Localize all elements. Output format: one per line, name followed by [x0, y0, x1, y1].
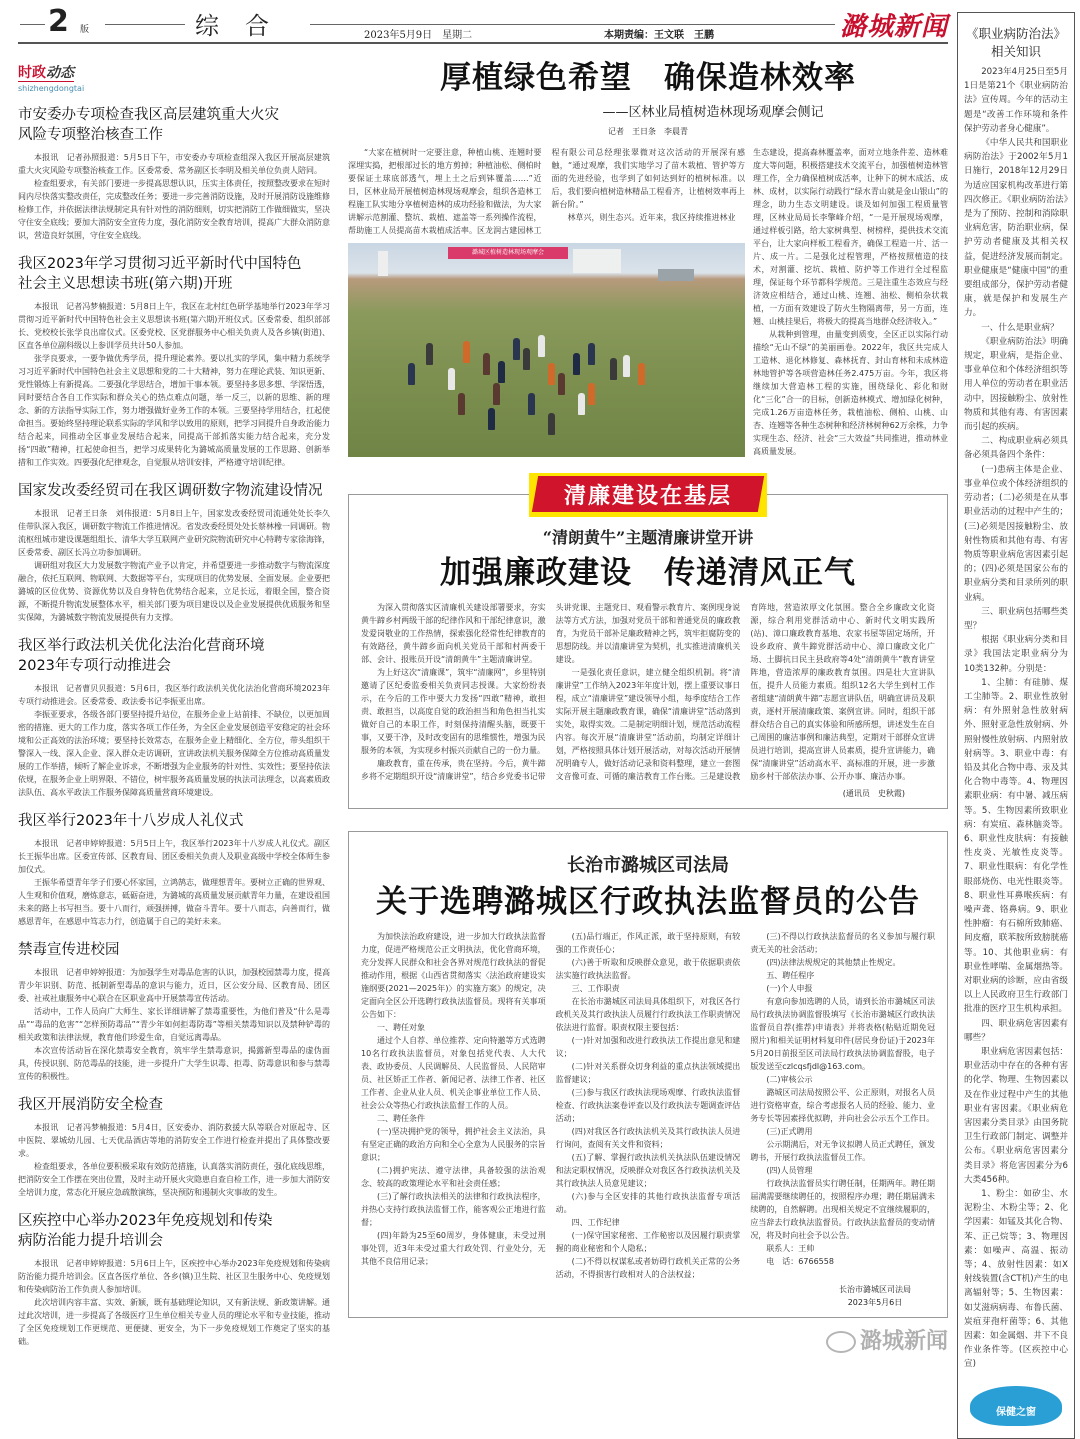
article-title: 市安委办专项检查我区高层建筑重大火灾风险专项整治核查工作	[18, 107, 279, 143]
page-number: 2	[48, 4, 69, 39]
person-figure	[493, 383, 500, 405]
paragraph: 二、聘任条件	[377, 1114, 425, 1123]
person-figure	[448, 368, 455, 390]
clean-byline: (通讯员 史秋霞)	[842, 789, 905, 798]
article-body	[18, 682, 330, 799]
news-article	[18, 1211, 330, 1348]
paragraph: 联系人：王帅	[766, 1244, 815, 1253]
person-figure	[610, 358, 617, 380]
person-figure	[588, 343, 595, 365]
wechat-watermark	[348, 1324, 948, 1355]
section-name: 综合	[195, 12, 295, 40]
column-tag-b: 动态	[46, 65, 74, 81]
person-figure	[623, 355, 630, 377]
notice-kicker: 长治市潞城区司法局	[567, 855, 729, 876]
paragraph: 1、粉尘：如矽尘、水泥粉尘、木粉尘等；2、化学因素：如锰及其化合物、苯、正己烷等；3、物理因素：如噪声、高温、振动等；4、放射性因素：如X射线装置(含CT机)产生的电离辐射等；5、生物因素：如艾滋病病毒、布鲁氏菌、炭疽芽孢杆菌等；6、其他因素：如金属烟、井下不良作业条件等。(区疾控中心 宣)	[964, 1189, 1077, 1370]
paragraph: (三)正式聘用	[766, 1127, 813, 1136]
paragraph: 从栽种到管理，由量变到质变，全区正以实际行动描绘“无山不绿”的美丽画卷。2022年，我区共完成人工造林、退化林修复、森林抚育、封山育林和未成林造林地管护等各项营造林任务2.475万亩。今年，我区将继续加大营造林工程的实施，围绕绿化、彩化和财化“三化”合一的目标，创新造林模式、增加绿化树种，完成1.26万亩造林任务，栽植油松、侧柏、山桃、山杏、连翘等各种生态树种和经济林树种62万余株，力争实现生态、经济、社会“三大效益”共同推进，推动林业高质量发展。	[753, 330, 948, 456]
divider	[310, 24, 835, 25]
person-figure	[548, 363, 555, 385]
page-suffix: 版	[80, 25, 90, 35]
clean-gov-box	[348, 483, 948, 809]
person-figure	[558, 373, 565, 395]
paragraph: 《职业病防治法》明确规定，职业病，是指企业、事业单位和个体经济组织等用人单位的劳动者在职业活动中，因接触粉尘、放射性物质和其他有毒、有害因素而引起的疾病。	[964, 336, 1068, 433]
paragraph: 三、职业病包括哪些类型？	[964, 606, 1068, 631]
paragraph: 四、职业病危害因素有哪些？	[964, 1018, 1068, 1043]
paragraph: 此次培训内容丰富、实效、新颖，既有基础理论知识，又有新法规、新政策讲解。通过此次培训，进一步提高了各级医疗卫生单位相关专业人员的理论水平和专业技能，推动了全区免疫规划工作更规范、更便捷、更安全，为下一步免疫规划工作奠定了坚实的基础。	[18, 1298, 330, 1346]
paragraph: 五、聘任程序	[766, 971, 815, 980]
article-body	[964, 65, 1077, 1372]
paragraph: “大家在植树时一定要注意，种植山桃、连翘时要深埋实捣，把根部过长的地方剪掉；种植油松、侧柏时要保证土球底部透气，埋上土之后到钵覆盖……”近日，区林业局开展植树造林现场观摩会，组织各造林工程施工队实地分享植树造林的成功经验和做法，为大家讲解示范割灌、整坑、栽植、遮盖等一系列操作流程，帮助施工人员提高苗木栽植成活率。区龙润古建园林工程有限公司总经理张翠微对这次活动的开展深有感触，“通过观摩，我们实地学习了苗木栽植、管护等方面的先进经验，也学到了如何达到好的植树标准。以后，我们要向植树造林精品工程看齐，让植树效率再上新台阶。”	[348, 148, 745, 235]
paragraph: 1、尘肺：有硅肺、煤工尘肺等。2、职业性放射病：有外照射急性放射病外、照射亚急性放射病、外照射慢性放射病、内照射放射病等。3、职业中毒：有铅及其化合物中毒、汞及其化合物中毒等。4、物理因素职业病：有中暑、减压病等。5、生物因素所致职业病：有炭疽、森林脑炎等。6、职业性皮肤病：有接触性皮炎、光敏性皮炎等。7、职业性眼病：有化学性眼部烧伤、电光性眼炎等。8、职业性耳鼻喉疾病：有噪声聋、铬鼻病。9、职业性肿瘤：有石棉所致肺癌、间皮瘤，联苯胺所致膀胱癌等。10、其他职业病：有职业性哮喘、金属烟热等。对职业病的诊断，应由省级以上人民政府卫生行政部门批准的医疗卫生机构承担。	[964, 677, 1068, 1015]
notice-body	[361, 930, 935, 1281]
paragraph: 检查组要求，各单位要积极采取有效防范措施，认真落实消防责任，强化底线思维，把消防安全工作摆在突出位置，及时主动开展火灾隐患自查自检工作，进一步加大消防安全培训力度，常态化开展应急疏散演练，坚决预防和遏制火灾事故的发生。	[18, 1162, 330, 1197]
paragraph: 三、工作职责	[571, 984, 620, 993]
article-body	[18, 837, 330, 928]
news-article	[18, 105, 330, 242]
photo-banner: 潞城区植树造林现场观摩会	[448, 247, 568, 259]
paragraph: (四)年龄为25至60周岁，身体健康，未受过刑事处罚，近3年未受过重大行政处罚、行业处分，无其他不良信用记录；	[361, 1231, 546, 1266]
sidebar-knowledge	[957, 12, 1075, 1439]
feature-title: 厚植绿色希望 确保造林效率	[440, 60, 856, 96]
person-figure	[513, 338, 520, 360]
paragraph: (六)参与全区安排的其他行政执法监督专项活动。	[555, 1192, 741, 1214]
paragraph: 本报讯 记者申婷婷报道：5月6日上午，区疾控中心举办2023年免疫规划和传染病防治能力提升培训会。区直各医疗单位、各乡(镇)卫生院、社区卫生服务中心、免疫规划和传染病防治工作负责人参加培训。	[18, 1259, 330, 1294]
person-figure	[463, 341, 470, 363]
paragraph: 二、构成职业病必须具备必须具备四个条件：	[964, 436, 1068, 461]
clean-body	[361, 601, 935, 783]
news-article	[18, 811, 330, 928]
notice-signature	[815, 1283, 935, 1309]
notice-title: 关于选聘潞城区行政执法监督员的公告	[376, 884, 920, 920]
person-figure	[483, 353, 490, 375]
column-tag-a: 时政	[18, 65, 46, 81]
person-figure	[573, 353, 580, 375]
article-title: 我区举行2023年十八岁成人礼仪式	[18, 813, 244, 829]
paragraph: 电 话：6766558	[766, 1257, 834, 1266]
news-article	[18, 481, 330, 624]
paragraph: (四)人员管理	[766, 1166, 813, 1175]
article-title: 我区开展消防安全检查	[18, 1097, 163, 1113]
feature-body-top	[348, 146, 745, 237]
article-body	[18, 1257, 330, 1348]
paragraph: 张学良要求，一要争做优秀学员，提升理论素养。要以扎实的学风，集中精力系统学习习近平新时代中国特色社会主义思想和党的二十大精神，努力在理论武装、知识更新、党性锻炼上有新提高。二要强化学思结合，增加干事本领。要坚持多思多想、学深悟透，同时要结合各自工作实际和群众关心的热点难点问题，举一反三，以新的思维、新的理念、新的方法指导实际工作，努力增强做好业务工作的本领。三要坚持学用结合，扛起使命担当。要始终坚持理论联系实际的学风和学以致用的原则，把学习同提升自身政治能力结合起来，同推动全区事业发展结合起来，同提高干部抓落实能力结合起来，充分发扬“四敢”精神，扛起使命担当，把学习成果转化为潞城高质量发展的工作思路、创新举措和工作实效。四要强化纪律观念，自觉服从培训安排，严格遵守培训纪律。	[18, 354, 330, 467]
paragraph: (三)参与我区行政执法现场观摩、行政执法监督检查、行政执法案卷评查以及行政执法专题调查评估活动；	[555, 1088, 741, 1123]
paragraph: (一)患病主体是企业、事业单位或个体经济组织的劳动者；(二)必须是在从事职业活动的过程中产生的；(三)必须是因接触粉尘、放射性物质和其他有毒、有害物质等职业病危害因素引起的；(四)必须是国家公布的职业病分类和目录所列的职业病。	[964, 464, 1068, 603]
paragraph: 2023年4月25日至5月1日是第21个《职业病防治法》宣传周。今年的活动主题是“改善工作环境和条件 保护劳动者身心健康”。	[964, 67, 1068, 134]
paragraph: (一)坚决拥护党的领导，拥护社会主义法治，具有坚定正确的政治方向和全心全意为人民服务的宗旨意识；	[361, 1127, 546, 1162]
sidebar-logo: 保健之窗	[970, 1386, 1062, 1426]
news-article	[18, 1095, 330, 1199]
paragraph: 为加快法治政府建设，进一步加大行政执法监督力度，促进严格规范公正文明执法，优化营商环境，充分发挥人民群众和社会各界对规范行政执法的督促推动作用，根据《山西省贯彻落实〈法治政府建设实施纲要(2021—2025年)〉的实施方案》的规定，决定面向全区公开选聘行政执法监督员。现将有关事项公告如下：	[361, 932, 546, 1019]
paragraph: 一、什么是职业病？	[981, 322, 1059, 333]
person-figure	[548, 413, 555, 435]
article-title: 禁毒宣传进校园	[18, 942, 120, 958]
paragraph: 为深入贯彻落实区清廉机关建设部署要求，夯实黄牛蹄乡村两级干部的纪律作风和干部纪律意识，激发爱岗敬业的工作热情，探索强化经常性纪律教育的有效路径，黄牛蹄乡面向机关党员干部和村两委干部、会计、报账员开设“清朗黄牛”主题清廉讲堂。	[361, 603, 546, 664]
person-figure	[458, 393, 465, 415]
divider	[20, 24, 45, 25]
person-figure	[588, 383, 595, 405]
paragraph: 本报讯 记者申婷婷报道：5月5日上午，我区举行2023年十八岁成人礼仪式。副区长王振华出席。区委宣传部、区教育局、团区委相关负责人及职业高级中学校全体师生参加仪式。	[18, 839, 330, 874]
left-column	[18, 62, 330, 1348]
news-article	[18, 940, 330, 1083]
paragraph: (二)审核公示	[766, 1075, 813, 1084]
person-figure	[638, 363, 645, 385]
paragraph: (二)不得以权谋私或者妨碍行政机关正常的公务活动，不得损害行政相对人的合法权益；	[555, 1257, 741, 1279]
person-figure	[488, 408, 495, 430]
editor-credit: 本期责编：王文联 王鹏	[600, 26, 718, 41]
feature-body-right	[753, 146, 948, 458]
paragraph: 为上好这次“清廉课”，筑牢“清廉网”，乡里特别邀请了区纪委监委相关负责同志授课。大家纷纷表示，在今后的工作中要大力发扬“四敢”精神，敢担责、敢担当，以高度自觉的政治担当和角色担当扎实做好自己的本职工作，时刻保持清醒头脑，既要干事，又要干净，及时改变固有的思维惯性，增强为民服务的本领，为实现乡村振兴贡献自己的一份力量。	[361, 668, 546, 755]
article-body	[18, 1121, 330, 1199]
wechat-icon	[826, 1331, 856, 1353]
header-rule	[18, 42, 948, 44]
paragraph: (五)了解、掌握行政执法机关执法队伍建设情况和法定职权情况，反映群众对我区各行政执法机关及其行政执法人员意见建议；	[555, 1153, 741, 1188]
paragraph: 本报讯 记者王日条 刘伟报道：5月8日上午，国家发改委经贸司流通处处长李久佳带队深入我区，调研数字物流工作推进情况。省发改委经贸处处长蔡林橡一同调研。物流枢纽城市建设课题组组长、清华大学互联网产业研究院物流研究中心特聘专家徐海锋，区委常委、副区长冯立功参加调研。	[18, 509, 330, 557]
person-figure	[408, 363, 415, 385]
paragraph: (三)不得以行政执法监督员的名义参加与履行职责无关的社会活动；	[750, 932, 935, 954]
article-body	[18, 966, 330, 1083]
notice-box	[348, 831, 948, 1318]
feature-subtitle: ——区林业局植树造林现场观摩会侧记	[602, 105, 824, 120]
feature-body	[348, 146, 948, 458]
person-figure	[498, 361, 505, 383]
paragraph: 李振亚要求，各级各部门要坚持提升站位，在服务企业上站前排、不缺位，以更加周密的措施、更大的工作力度，落实各项工作任务，为全区企业发展创造平安稳定的社会环境和公正高效的法治环境；要坚持长效常态，在服务企业上精细化、全方位，带头组织干警深入一线、深入企业、深入群众走访调研，宣讲政法机关服务保障全方位推动高质量发展的工作举措，倾听了解企业诉求，不断增强为企业服务的针对性、实效性；要坚持依法依规，在服务企业上明界限、不错位，树牢服务高质量发展的执法司法理念，以高素质政法队伍、高水平政法工作服务保障高质量营商环境建设。	[18, 710, 330, 797]
paragraph: 四、工作纪律	[571, 1218, 620, 1227]
sidebar-title: 《职业病防治法》	[965, 26, 1066, 41]
paragraph: 《中华人民共和国职业病防治法》于2002年5月1日施行，2018年12月29日为适应国家机构改革进行第四次修正。《职业病防治法》是为了预防、控制和消除职业病危害，防治职业病，保护劳动者健康及其相关权益，促进经济发展而制定。职业健康是“健康中国”的重要组成部分，保护劳动者健康，就是保护和发展生产力。	[964, 138, 1068, 319]
signature-org: 长治市潞城区司法局	[839, 1285, 911, 1294]
issue-date: 2023年5月9日 星期二	[360, 26, 476, 41]
person-figure	[538, 335, 545, 357]
paragraph: 职业病危害因素包括：职业活动中存在的各种有害的化学、物理、生物因素以及在作业过程中产生的其他职业有害因素。《职业病危害因素分类目录》由国务院卫生行政部门制定、调整并公布。《职业病危害因素分类目录》将危害因素分为6大类456种。	[964, 1047, 1068, 1185]
paragraph: (一)保守国家秘密、工作秘密以及因履行职责掌握的商业秘密和个人隐私；	[555, 1231, 741, 1253]
paragraph: 本报讯 记者申婷婷报道：为加强学生对毒品危害的认识，加强校园禁毒力度，提高青少年识别、防范、抵制新型毒品的意识与能力，近日，区公安分局、区教育局、团区委、社戒社康服务中心联合在区职业高中开展禁毒宣传活动。	[18, 968, 330, 1003]
paragraph: 调研组对我区大力发展数字物流产业予以肯定，并希望要进一步推动数字与物流深度融合，依托互联网、物联网、大数据等平台，实现项目的优势发展、全面发展。企业要把潞城的区位优势、资源优势以及自身特色优势结合起来，立足长远，着眼全国，整合资源，不断提升物流发展整体水平，相关部门要为项目建设以及企业发展提供优质服务和坚实保障，为潞城数字物流发展提供有力支撑。	[18, 561, 330, 622]
paragraph: 检查组要求，有关部门要进一步提高思想认识，压实主体责任，按照整改要求在短时间内尽快落实整改责任，完成整改任务；要进一步完善消防设施，及时开展消防设施维修检修工作，并依据法律法规制定具有针对性的消防细则，切实把消防工作做细做实，坚决守住安全底线；要加大消防安全宣传力度，强化消防安全教育培训，提高广大群众消防意识，营造良好氛围，守住安全底线。	[18, 179, 330, 240]
divider	[105, 24, 185, 25]
clean-title: 加强廉政建设 传递清风正气	[440, 555, 856, 591]
paragraph: 在长治市潞城区司法局具体组织下，对我区各行政机关及其行政执法人员履行行政执法工作职责情况依法进行监督。职责权限主要包括：	[555, 997, 741, 1032]
news-article	[18, 254, 330, 469]
feature-byline: 记者 王日条 李晨青	[608, 127, 688, 136]
column-tag-pinyin: shizhengdongtai	[18, 84, 85, 93]
tree-planting-photo	[348, 243, 745, 457]
paragraph: 一、聘任对象	[377, 1023, 425, 1032]
paragraph: 通过个人自荐、单位推荐、定向特邀等方式选聘10名行政执法监督员，对象包括党代表、人大代表、政协委员、人民调解员、人民监督员、人民陪审员、社区矫正工作者、新闻记者、法律工作者、社区工作者、企业从业人员、机关企事业单位工作人员、社会公众等热心行政执法监督工作的人员。	[361, 1036, 546, 1110]
article-body	[18, 300, 330, 469]
clean-kicker: “清朗黄牛”主题清廉讲堂开讲	[542, 528, 754, 547]
paragraph: 潞城区司法局按照公平、公正原则，对报名人员进行资格审查，综合考虑报名人员的经验、能力、业务专长等因素择优拟聘，并向社会公示五个工作日。	[750, 1088, 935, 1123]
paragraph: 本报讯 记者冯梦楠报道：5月8日上午，我区在北村红色研学基地举行2023年学习贯彻习近平新时代中国特色社会主义思想读书班(第六期)开班仪式。区委常委、组织部部长、党校校长张学良出席仪式。区委党校、区党群服务中心相关负责人及各乡镇(街道)、区直各单位副科级以上参训学员共计50人参加。	[18, 302, 330, 350]
section-banner	[529, 473, 767, 517]
paragraph: 廉政教育，重在传承，贵在坚持。今后，黄牛蹄乡将不定期组织开设“清廉讲堂”，结合乡党委书记带头讲党课、主题党日、观看警示教育片、案例现身说法等方式方法，加强对党员干部和普通党员的廉政教育，为党员干部补足廉政精神之钙，筑牢拒腐防变的思想防线。并以清廉讲堂为契机，扎实推进清廉机关建设。	[361, 603, 741, 781]
paragraph: 王振华希望青年学子们要心怀家国，立鸿鹄志，做理想青年。要树立正确的世界观、人生观和价值观，磨炼意志，砥砺奋进，为潞城的高质量发展贡献青年力量，在建设祖国未来的路上书写担当。要十八而行，顽强拼搏，做奋斗青年。要十八而志，向善而行，做感恩青年，在感恩中笃志力行，创造属于自己的美好未来。	[18, 878, 330, 926]
paragraph: 本报讯 记者曹贝贝报道：5月6日，我区举行政法机关优化法治化营商环境2023年专项行动推进会。区委常委、政法委书记李振亚出席。	[18, 684, 330, 706]
person-figure	[578, 393, 585, 415]
article-title: 区疾控中心举办2023年免疫规划和传染病防治能力提升培训会	[18, 1213, 273, 1249]
paragraph: 一是强化责任意识，建立健全组织机制。将“清廉讲堂”工作纳入2023年年度计划，摆上重要议事日程，成立“清廉讲堂”建设领导小组，每季度结合工作实际开展主题廉政教育课，确保“清廉讲堂”活动落到实处，取得实效。二是制定明细计划，规范活动流程内容。每次开展“清廉讲堂”活动前，均制定详细计划，严格按照具体计划开展活动，对每次活动开展情况明确专人，做好活动记录和资料整理，建立一套图文音像可查、可循的廉洁教育工作台账。三是建设教育阵地，营造浓厚文化氛围。整合全乡廉政文化资源，综合利用党群活动中心、新时代文明实践所(站)、漳口廉政教育基地、农家书屋等固定场所，开设乡政府、黄牛蹄党群活动中心、漳口廉政文化广场、土脚抗日民主县政府等4处“清朗黄牛”教育讲堂阵地，营造浓厚的廉政教育氛围。四是壮大宣讲队伍，提升人员能力素质。组织12名大学生到村工作者组建“清朗黄牛蹄”志愿宣讲队伍，明确宣讲员及职责，逐村开展清廉政策、案例宣讲。同时，组织干部群众结合自己的真实体验和所感所想，讲述发生在自己周围的廉洁事例和廉洁典型，定期对干部群众宣讲员进行培训，提高宣讲人员素质，提升宣讲能力，确保“清廉讲堂”活动高水平、高标准的开展，进一步激励乡村干部依法办事、公开办事、廉洁办事。	[555, 603, 935, 781]
column-tag	[18, 62, 330, 93]
middle-column	[348, 58, 948, 1355]
banner-label: 清廉建设在基层	[563, 483, 732, 509]
paragraph: 行政执法监督员实行聘任制，任期两年。聘任期届满需要继续聘任的，按照程序办理；聘任期届满未续聘的，自然解聘。出现相关规定不宜继续履职的，应当辞去行政执法监督员。行政执法监督员的变动情况，将及时向社会予以公告。	[750, 1179, 935, 1240]
newspaper-logo: 潞城新闻	[840, 12, 949, 42]
paragraph: (一)个人申报	[766, 984, 813, 993]
paragraph: 有意向参加选聘的人员，请到长治市潞城区司法局行政执法协调监督股填写《长治市潞城区行政执法监督员自荐(推荐)申请表》并将表格(粘贴近期免冠照片)和相关证明材料复印件(居民身份证)于2023年5月20日前报至区司法局行政执法协调监督股，电子版发送至czlcqsfjdl@163.com。	[750, 997, 935, 1071]
paragraph: 本次宣传活动旨在深化禁毒安全教育，筑牢学生禁毒意识，揭露新型毒品的虚伪面具，传授识别、防范毒品的技能，进一步提升广大学生识毒、拒毒、防毒意识和参与禁毒宣传的积极性。	[18, 1046, 330, 1081]
article-body	[18, 507, 330, 624]
paragraph: (三)了解行政执法相关的法律和行政执法程序，并热心支持行政执法监督工作，能客观公正地进行监督；	[361, 1192, 546, 1227]
watermark-text: 潞城新闻	[859, 1329, 948, 1354]
paragraph: (六)善于听取和反映群众意见，敢于依据职责依法实施行政执法监督。	[555, 958, 741, 980]
news-article	[18, 636, 330, 799]
paragraph: (二)拥护宪法、遵守法律，具备较强的法治观念、较高的政策理论水平和社会责任感；	[361, 1166, 546, 1188]
person-figure	[528, 393, 535, 415]
paragraph: (五)品行端正，作风正派，敢于坚持原则，有较强的工作责任心；	[555, 932, 741, 954]
paragraph: 生态建设，提高森林覆盖率，面对立地条件差、造林难度大等问题，积极搭建技术交流平台，加强植树造林管理工作，全力确保植树成活率，让种下的树木成活、成林、成材，以实际行动践行“绿水青山就是金山银山”的理念，助力生态文明建设。谈及如何加强工程质量管理，区林业局局长李擎峰介绍，“一是开展现场观摩，通过样板引路，给大家树典型、树榜样，提供技术交流平台，让大家向样板工程看齐，确保工程造一片、活一片、成一片。二是强化过程管理，严格按照植造的技术，对割灌、挖坑、栽植、防护等工作进行全过程监理，保证每个环节都科学规范。三是注重生态效应与经济效应相结合，通过山桃、连翘、油松、侧柏杂状栽植，一方面有效建设了防火生物隔离带，另一方面，连翘、山桃挂果后，将极大的提高当地群众经济收入。”	[753, 148, 948, 326]
article-title: 我区举行政法机关优化法治化营商环境2023年专项行动推进会	[18, 638, 265, 674]
paragraph: 公示期满后，对无争议拟聘人员正式聘任，颁发聘书，开展行政执法监督员工作。	[750, 1140, 935, 1162]
paragraph: (四)对我区各行政执法机关及其行政执法人员进行询问，查阅有关文件和资料；	[555, 1127, 741, 1149]
person-figure	[523, 348, 530, 370]
paragraph: (二)针对关系群众切身利益的重点执法领域提出监督建议；	[555, 1062, 741, 1084]
article-body	[18, 151, 330, 242]
paragraph: 林草兴，则生态兴。近年来，我区持续推进林业	[567, 213, 736, 222]
article-title: 国家发改委经贸司在我区调研数字物流建设情况	[18, 483, 323, 499]
signature-date: 2023年5月6日	[847, 1298, 903, 1307]
paragraph: 根据《职业病分类和目录》我国法定职业病分为10类132种。分别是：	[964, 635, 1068, 674]
sidebar-subtitle: 相关知识	[990, 44, 1041, 59]
paragraph: 本报讯 记者孙照报道：5月5日下午，市安委办专项检查组深入我区开展高层建筑重大火灾风险专项整治核查工作。区委常委、常务副区长李明及相关单位负责人陪同。	[18, 153, 330, 175]
paragraph: 本报讯 记者冯梦楠报道：5月4日，区安委办、消防救援大队等联合对原起寺、区中医院、翠城幼儿园、七天优品酒店等地的消防安全工作进行检查并提出了具体整改要求。	[18, 1123, 330, 1158]
person-figure	[426, 343, 433, 365]
article-title: 我区2023年学习贯彻习近平新时代中国特色社会主义思想读书班(第六期)开班	[18, 256, 302, 292]
paragraph: 活动中，工作人员向广大师生、家长详细讲解了禁毒重要性，为他们普及“什么是毒品”“毒品的危害”“怎样预防毒品”“青少年如何拒毒防毒”等相关禁毒知识以及禁种铲毒的相关政策和法律法规，教育他们珍爱生命，自觉远离毒品。	[18, 1007, 330, 1042]
paragraph: (四)法律法规规定的其他禁止性规定。	[766, 958, 901, 967]
paragraph: (一)针对加强和改进行政执法工作提出意见和建议；	[555, 1036, 741, 1058]
